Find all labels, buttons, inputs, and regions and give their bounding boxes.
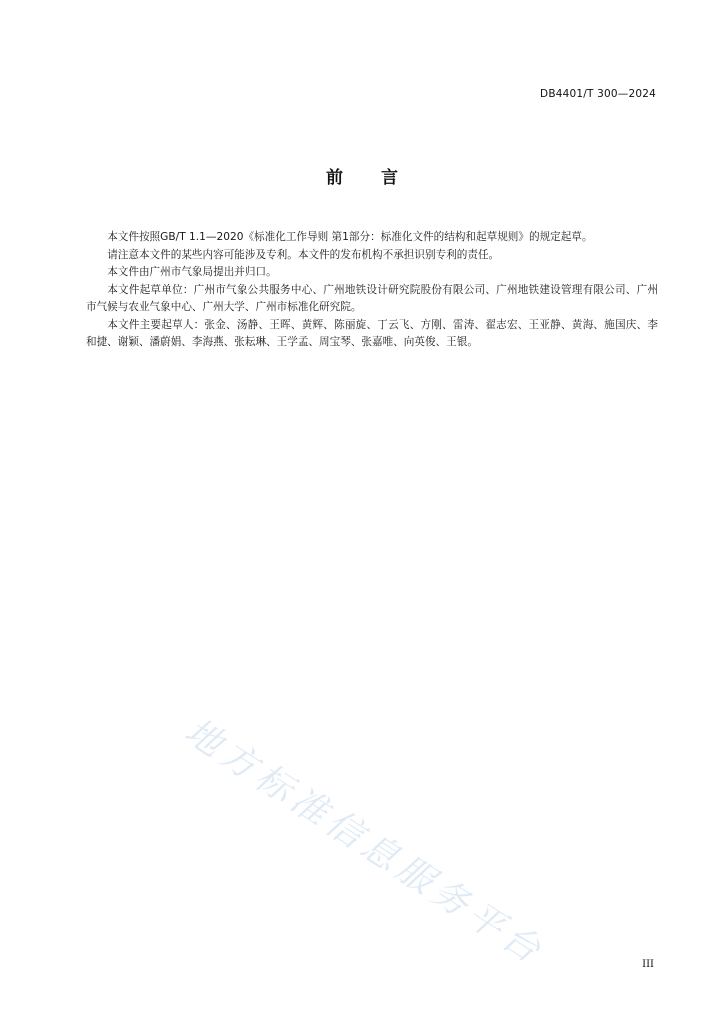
paragraph-proposer: 本文件由广州市气象局提出并归口。	[107, 266, 277, 278]
watermark-text: 地方标准信息服务平台	[177, 710, 552, 974]
section-heading	[0, 163, 724, 188]
foreword-body	[86, 229, 658, 352]
paragraph-drafting-rules: 本文件按照GB/T 1.1—2020《标准化工作导则 第1部分：标准化文件的结构和起草规则》的规定起草。	[107, 231, 593, 243]
paragraph-drafting-units: 本文件起草单位：广州市气象公共服务中心、广州地铁设计研究院股份有限公司、广州地铁建设管理有限公司、广州市气候与农业气象中心、广州大学、广州市标准化研究院。	[86, 283, 658, 313]
heading-char-1: 前	[326, 168, 343, 188]
heading-char-2: 言	[381, 168, 398, 188]
paragraph-patent-notice: 请注意本文件的某些内容可能涉及专利。本文件的发布机构不承担识别专利的责任。	[107, 248, 500, 261]
paragraph-drafters: 本文件主要起草人：张金、汤静、王晖、黄辉、陈丽旋、丁云飞、方刚、雷涛、翟志宏、王亚静、黄海、施国庆、李和捷、谢颖、潘蔚娟、李海燕、张耘琳、王学孟、周宝琴、张嘉唯、向英俊、王银。	[86, 318, 658, 348]
document-code: DB4401/T 300—2024	[540, 88, 656, 100]
page-number: III	[642, 959, 654, 970]
